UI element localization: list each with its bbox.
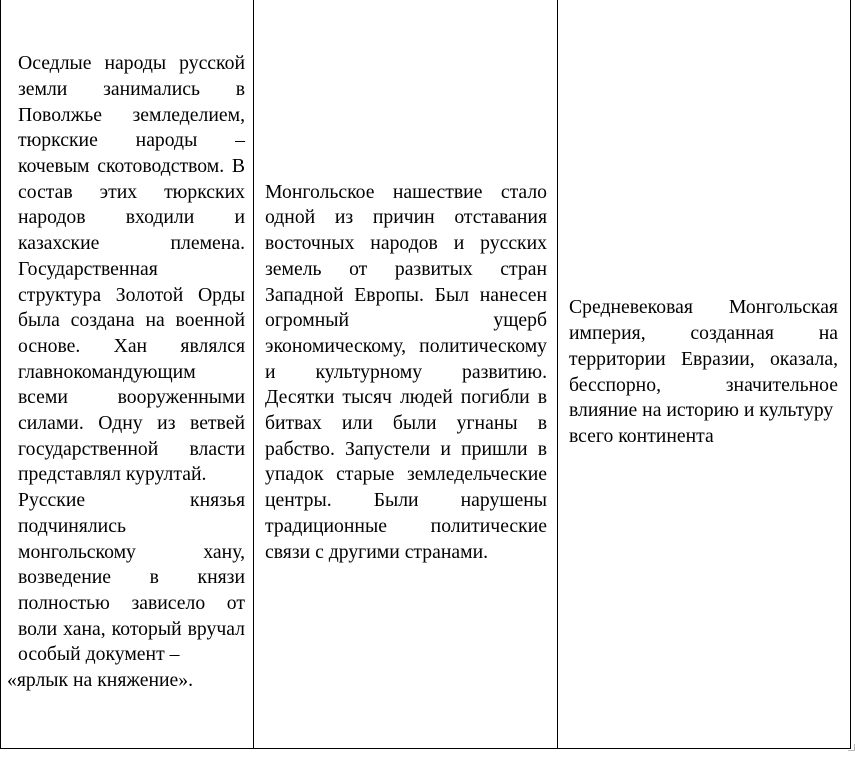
paragraph-russian-princes: Русские князья подчинялись монгольскому хану, возведение в князи полностью зависело от воли хана, который вручал особый документ –: [18, 489, 245, 666]
cell-text-column-1: [1, 51, 253, 694]
paragraph-invasion-consequences: Монгольское нашествие стало одной из причин отставания восточных народов и русских земель от развитых стран Западной Европы. Был нанесен огромный ущерб экономическому, политическому и культурному развитию. Десятки тысяч людей погибли в битвах или были угнаны в рабство. Запустели и пришли в упадок старые земледельческие центры. Были нарушены традиционные политические связи с другими странами.: [265, 180, 547, 563]
paragraph-yarlyk-quote: «ярлык на княжение».: [7, 669, 194, 692]
table-row: [1, 0, 851, 749]
table-cell-empire-influence: [558, 0, 851, 749]
paragraph-continent: всего континента: [569, 424, 714, 447]
paragraph-golden-horde-structure: Оседлые народы русской земли занимались в Поволжье земледелием, тюркские народы – кочевым скотоводством. В состав этих тюркских народов входили и казахские племена. Государственная структура Золотой Орды была создана на военной основе. Хан являлся главнокомандующим всеми вооруженными силами. Одну из ветвей государственной власти представлял курултай.: [18, 52, 245, 486]
paragraph-empire-influence: Средневековая Монгольская империя, созданная на территории Евразии, оказала, бесспорно, значительное влияние на историю и культуру: [569, 296, 838, 422]
table-cell-golden-horde-structure: [1, 0, 254, 749]
cell-text-column-2: [254, 180, 557, 566]
cell-text-column-3: [558, 295, 850, 449]
table-end-mark: [848, 744, 855, 751]
table-cell-invasion-consequences: [254, 0, 558, 749]
